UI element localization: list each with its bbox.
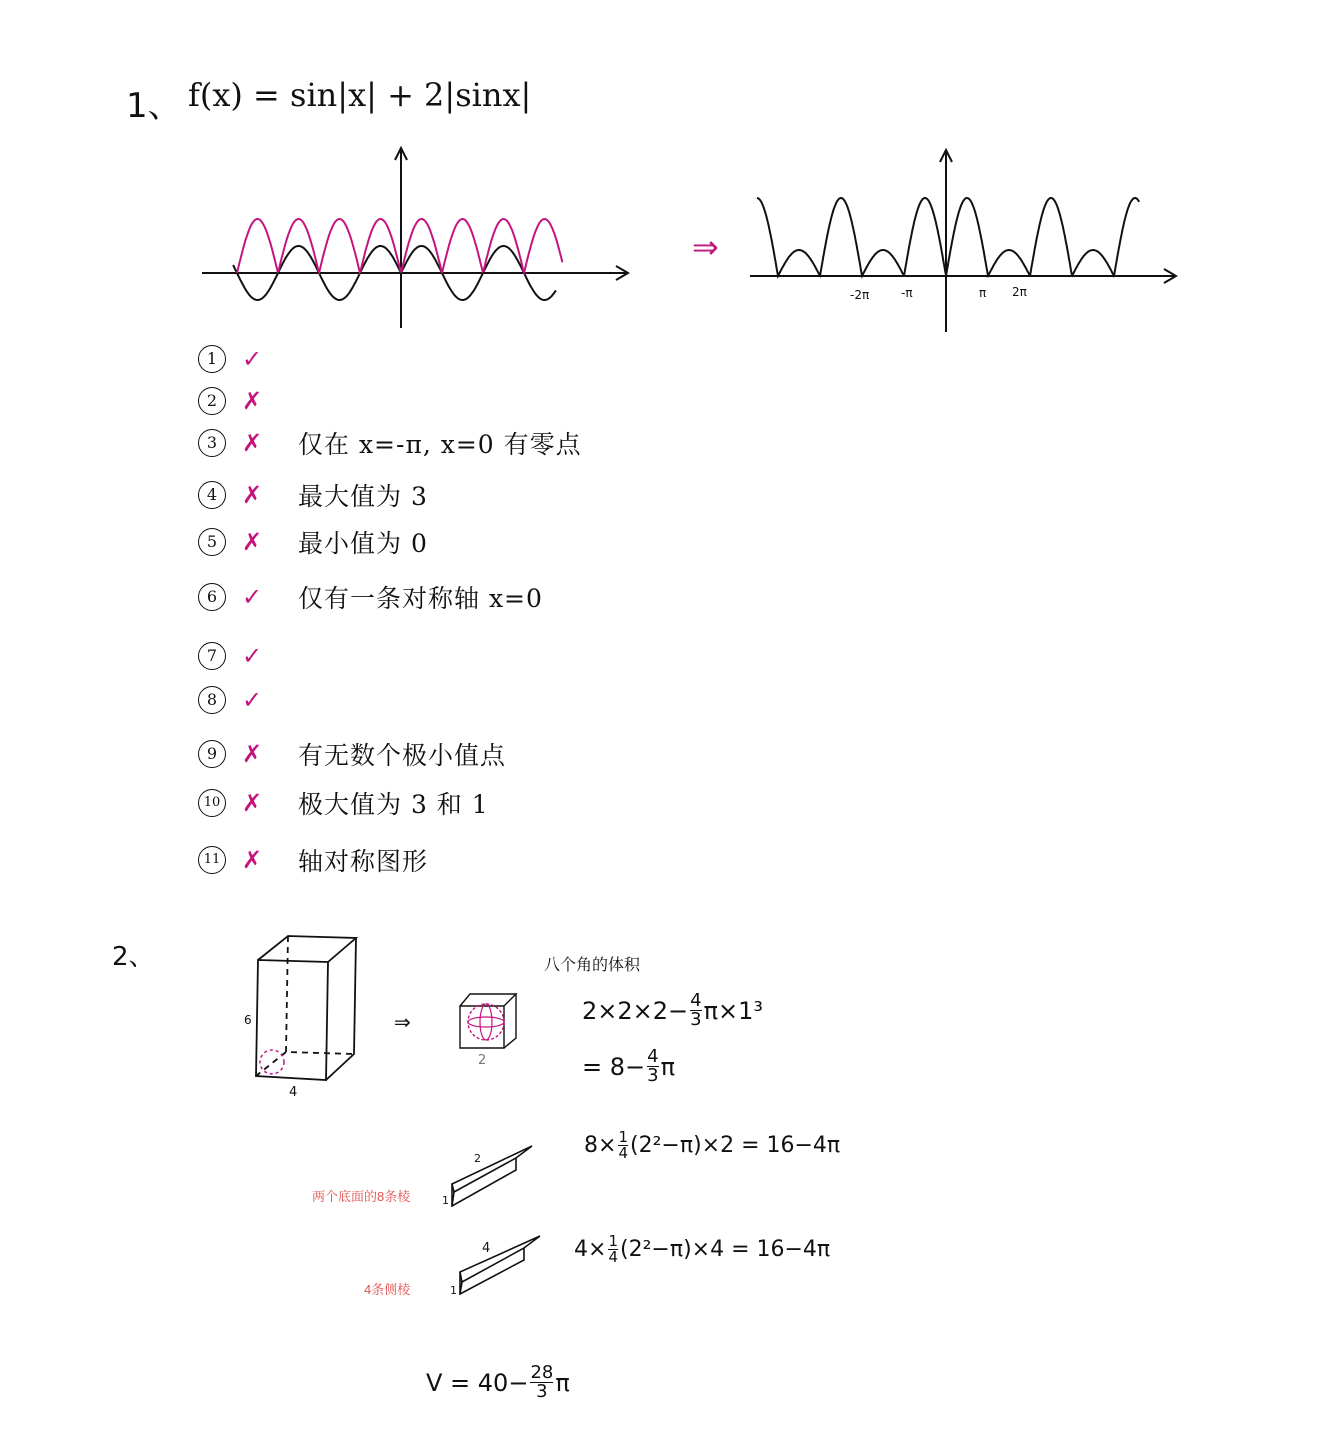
- item-number: 6: [198, 583, 226, 611]
- side-edges-note: 4条侧棱: [364, 1282, 411, 1297]
- numerator: 4: [690, 990, 702, 1011]
- formula-head: 8×: [584, 1133, 617, 1158]
- formula-tail: (2²−π)×2 = 16−4π: [629, 1133, 841, 1158]
- bottom-edge-prism: [440, 1140, 540, 1210]
- item-number: 7: [198, 642, 226, 670]
- check-mark: ✓: [241, 686, 263, 714]
- bottom-side-label: 1: [442, 1194, 449, 1207]
- denominator: 4: [608, 1248, 618, 1266]
- item-number: 10: [198, 789, 226, 817]
- item-number: 4: [198, 481, 226, 509]
- denominator: 3: [536, 1381, 548, 1402]
- item-number: 8: [198, 686, 226, 714]
- fraction: [608, 1234, 618, 1265]
- formula-tail: π: [555, 1368, 570, 1397]
- list-item: [198, 426, 582, 460]
- numerator: 1: [618, 1128, 628, 1146]
- fraction: [647, 1048, 658, 1085]
- bottom-length-label: 2: [474, 1152, 481, 1165]
- check-mark: ✓: [241, 583, 263, 611]
- denominator: 4: [618, 1144, 628, 1162]
- item-note: 仅有一条对称轴 x=0: [298, 584, 543, 613]
- bottom-edges-formula: [584, 1130, 840, 1161]
- tick-mpi: -π: [901, 286, 913, 300]
- corner-formula-2: [582, 1048, 675, 1085]
- box-sketch: [242, 930, 382, 1100]
- formula-head: V = 40−: [426, 1368, 529, 1397]
- graph-f: [746, 146, 1186, 336]
- list-item: [198, 639, 274, 673]
- item-number: 9: [198, 740, 226, 768]
- item-number: 1: [198, 345, 226, 373]
- fraction: [530, 1364, 553, 1401]
- denominator: 3: [690, 1009, 702, 1030]
- box-front: [256, 960, 328, 1080]
- corner-formula-1: [582, 992, 763, 1029]
- implies-arrow-2: ⇒: [394, 1010, 411, 1034]
- corner-ball: [260, 1050, 284, 1074]
- cross-mark: ✗: [241, 740, 263, 768]
- box-width-label: 4: [289, 1085, 298, 1100]
- item-number: 2: [198, 387, 226, 415]
- problem-2-number: 2、: [112, 942, 155, 972]
- list-item: [198, 342, 274, 376]
- item-note: 极大值为 3 和 1: [298, 790, 489, 819]
- list-item: [198, 525, 428, 559]
- fraction: [690, 992, 701, 1029]
- cross-mark: ✗: [241, 528, 263, 556]
- two-abs-sinx-curve: [237, 219, 562, 273]
- cube-sketch: [454, 988, 526, 1068]
- cross-mark: ✗: [241, 846, 263, 874]
- check-mark: ✓: [241, 345, 263, 373]
- item-note: 仅在 x=-π, x=0 有零点: [298, 430, 582, 459]
- list-item: [198, 786, 489, 820]
- denominator: 3: [647, 1065, 659, 1086]
- item-note: 最小值为 0: [298, 529, 428, 558]
- item-number: 11: [198, 846, 226, 874]
- f-curve: [757, 198, 1139, 276]
- graph-components: [196, 142, 636, 332]
- list-item: [198, 478, 428, 512]
- list-item: [198, 580, 543, 614]
- formula-head: 2×2×2−: [582, 996, 689, 1025]
- fraction: [618, 1130, 628, 1161]
- side-edges-formula: [574, 1234, 830, 1265]
- total-volume: [426, 1364, 570, 1401]
- list-item: [198, 737, 506, 771]
- cross-mark: ✗: [241, 789, 263, 817]
- tick-m2pi: -2π: [850, 288, 870, 302]
- box-hidden-edges: [256, 936, 354, 1076]
- list-item: [198, 843, 428, 877]
- list-item: [198, 384, 274, 418]
- cube-side-label: 2: [478, 1053, 487, 1068]
- formula-tail: π: [660, 1052, 676, 1081]
- item-number: 3: [198, 429, 226, 457]
- formula-head: 4×: [574, 1237, 607, 1262]
- item-number: 5: [198, 528, 226, 556]
- corner-title: 八个角的体积: [544, 955, 641, 974]
- side-side-label: 1: [450, 1284, 457, 1297]
- side-edge-prism: [446, 1232, 546, 1302]
- check-mark: ✓: [241, 642, 263, 670]
- tick-2pi: 2π: [1012, 285, 1027, 299]
- numerator: 4: [647, 1046, 659, 1067]
- side-length-label: 4: [482, 1241, 491, 1256]
- cross-mark: ✗: [241, 387, 263, 415]
- numerator: 1: [608, 1232, 618, 1250]
- bottom-edges-note: 两个底面的8条棱: [312, 1189, 411, 1204]
- box-top: [258, 936, 356, 962]
- list-item: [198, 683, 274, 717]
- item-note: 轴对称图形: [298, 847, 429, 876]
- tick-pi: π: [979, 286, 987, 300]
- numerator: 28: [530, 1362, 554, 1383]
- box-height-label: 6: [244, 1013, 252, 1027]
- problem-1-number: 1、: [126, 86, 182, 126]
- formula-tail: (2²−π)×4 = 16−4π: [619, 1237, 831, 1262]
- item-note: 有无数个极小值点: [298, 741, 507, 770]
- formula-tail: π×1³: [703, 996, 764, 1025]
- function-definition: f(x) = sin|x| + 2|sinx|: [188, 76, 532, 114]
- formula-head: = 8−: [582, 1052, 646, 1081]
- implies-arrow: ⇒: [692, 228, 719, 266]
- cross-mark: ✗: [241, 429, 263, 457]
- item-note: 最大值为 3: [298, 482, 428, 511]
- cross-mark: ✗: [241, 481, 263, 509]
